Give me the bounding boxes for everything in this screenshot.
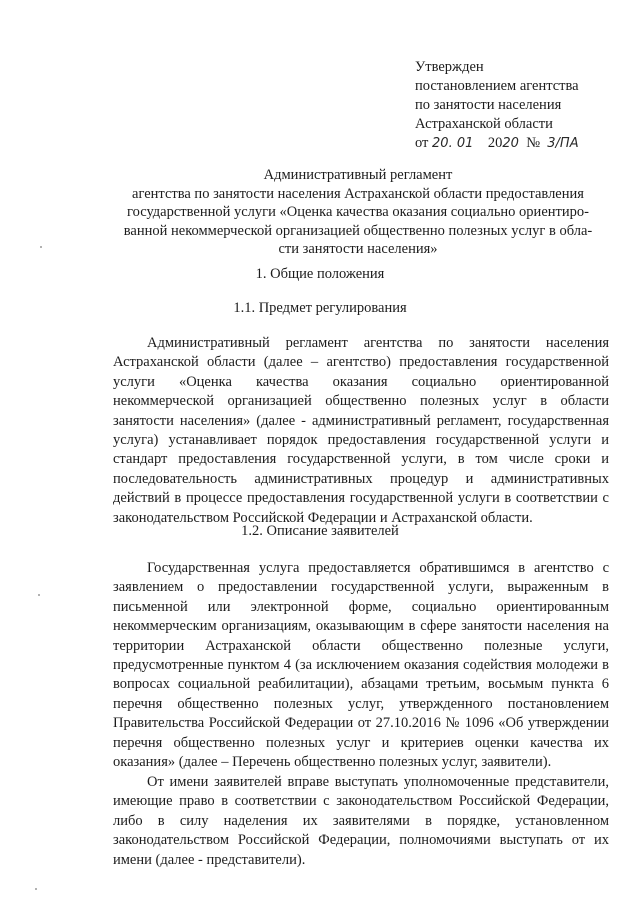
date-prefix: от <box>415 135 429 151</box>
number-label: № <box>526 135 541 151</box>
scan-speck <box>38 594 40 596</box>
approval-line-resolution: постановлением агентства <box>415 78 579 94</box>
approval-date-line <box>415 134 625 153</box>
title-line-1: Административный регламент <box>263 167 453 183</box>
scan-speck <box>35 888 37 890</box>
scan-speck <box>40 246 42 248</box>
year-prefix: 20 <box>487 135 503 151</box>
title-line-4: ванной некоммерческой организацией общественно полезных услуг в обла- <box>123 222 593 239</box>
title-line-5: сти занятости населения» <box>278 241 438 257</box>
approval-line-approved: Утвержден <box>415 59 484 75</box>
section-1-2-heading: 1.2. Описание заявителей <box>241 523 399 539</box>
section-1-1-paragraph: Административный регламент агентства по занятости населения Астраханской области (далее – агентство) предоставления государственной услуги «Оценка качества оказания социально ориентированной некоммерческой организацией общественно полезных услуг в области занятости населения» (далее - административный регламент, государственная услуга) устанавливает порядок предоставления государственной услуги и стандарт предоставления государственной услуги, в том числе сроки и последовательность административных процедур и административных действий в процессе предоставления государственной услуги в соответствии с законодательством Российской Федерации и Астраханской области. <box>113 335 609 526</box>
handwritten-date: 20. 01 <box>432 136 474 151</box>
approval-stamp <box>415 58 625 153</box>
section-1-2-paragraph-1: Государственная услуга предоставляется обратившимся в агентство с заявлением о предоставлении государственной услуги, выраженным в письменной или электронной форме, социально ориентированным некоммерческим организациям, оказывающим в сфере занятости населения на территории Астраханской области общественно полезные услуги, предусмотренные пунктом 4 (за исключением оказания содействия молодежи в вопросах социальной реабилитации), абзацами третьим, восьмым пункта 6 перечня общественно полезных услуг, утвержденного постановлением Правительства Российской Федерации от 27.10.2016 № 1096 «Об утверждении перечня общественно полезных услуг и критериев оценки качества их оказания» (далее – Перечень общественно полезных услуг, заявители). <box>113 560 609 771</box>
handwritten-number: 3/ПА <box>547 136 579 151</box>
section-1-1-heading: 1.1. Предмет регулирования <box>233 300 407 316</box>
document-title <box>108 166 608 259</box>
handwritten-year: 20 <box>502 136 519 151</box>
section-1-2-paragraph-2: От имени заявителей вправе выступать уполномоченные представители, имеющие право в соответствии с законодательством Российской Федерации, либо в силу наделения их заявителями в порядке, установленном законодательством Российской Федерации, полномочиями выступать от их имени (далее - представители). <box>113 774 609 868</box>
approval-line-agency: по занятости населения <box>415 97 562 113</box>
approval-line-region: Астраханской области <box>415 116 553 132</box>
section-1-heading: 1. Общие положения <box>255 266 385 282</box>
title-line-2: агентства по занятости населения Астраханской области предоставления <box>132 185 584 202</box>
title-line-3: государственной услуги «Оценка качества оказания социально ориентиро- <box>127 204 589 220</box>
